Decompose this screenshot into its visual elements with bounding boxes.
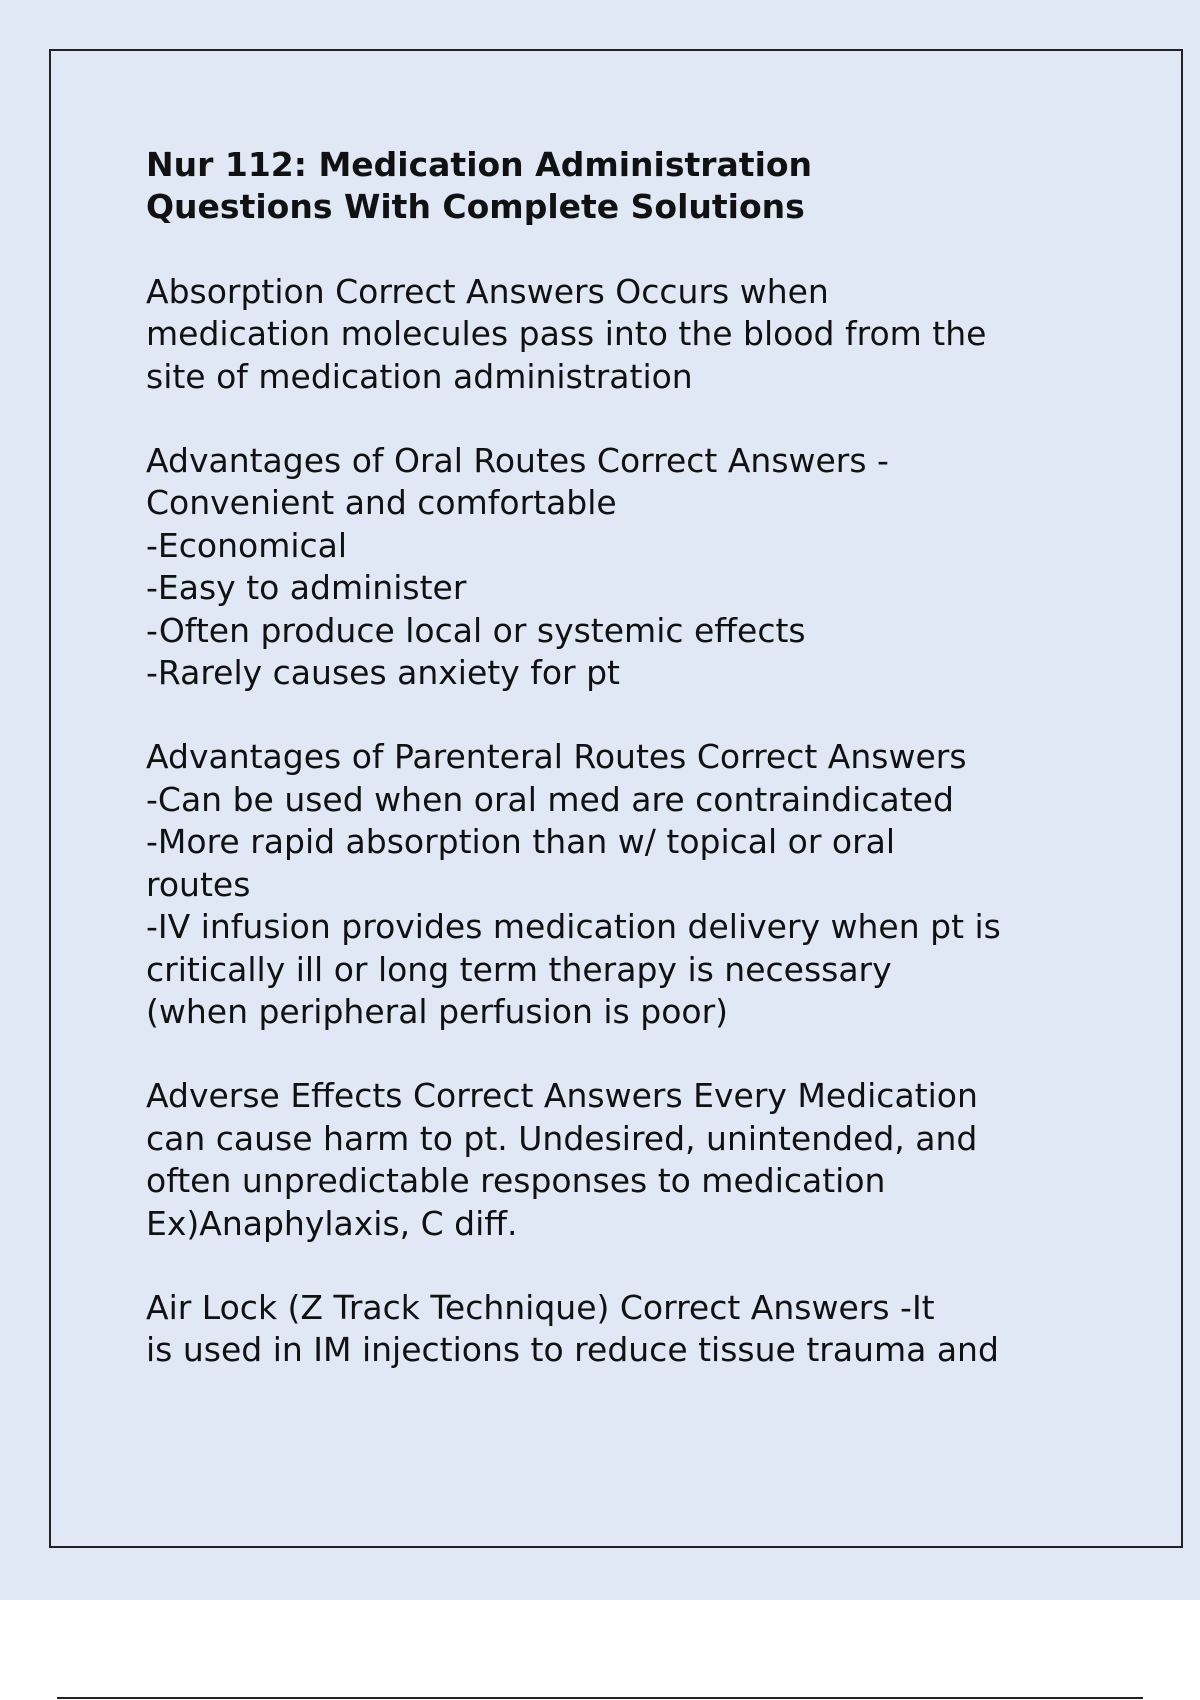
document-title: Nur 112: Medication Administration Questions With Complete Solutions	[146, 145, 813, 227]
entry-parenteral-routes: Advantages of Parenteral Routes Correct Answers -Can be used when oral med are contraindicated -More rapid absorption than w/ topical or oral routes -IV infusion provides medication delivery when pt is critically ill or long term therapy is necessary (when peripheral perfusion is poor)	[146, 737, 1001, 1031]
entry-absorption: Absorption Correct Answers Occurs when medication molecules pass into the blood from the site of medication administration	[146, 271, 987, 396]
entry-air-lock: Air Lock (Z Track Technique) Correct Answers -It is used in IM injections to reduce tissue trauma and	[146, 1287, 999, 1370]
entry-adverse-effects: Adverse Effects Correct Answers Every Medication can cause harm to pt. Undesired, unintended, and often unpredictable responses to medication Ex)Anaphylaxis, C diff.	[146, 1076, 978, 1243]
page-divider	[57, 1697, 1143, 1699]
entry-oral-routes: Advantages of Oral Routes Correct Answers - Convenient and comfortable -Economical -Easy to administer -Often produce local or systemic effects -Rarely causes anxiety for pt	[146, 441, 889, 693]
document-content	[146, 144, 1096, 1414]
